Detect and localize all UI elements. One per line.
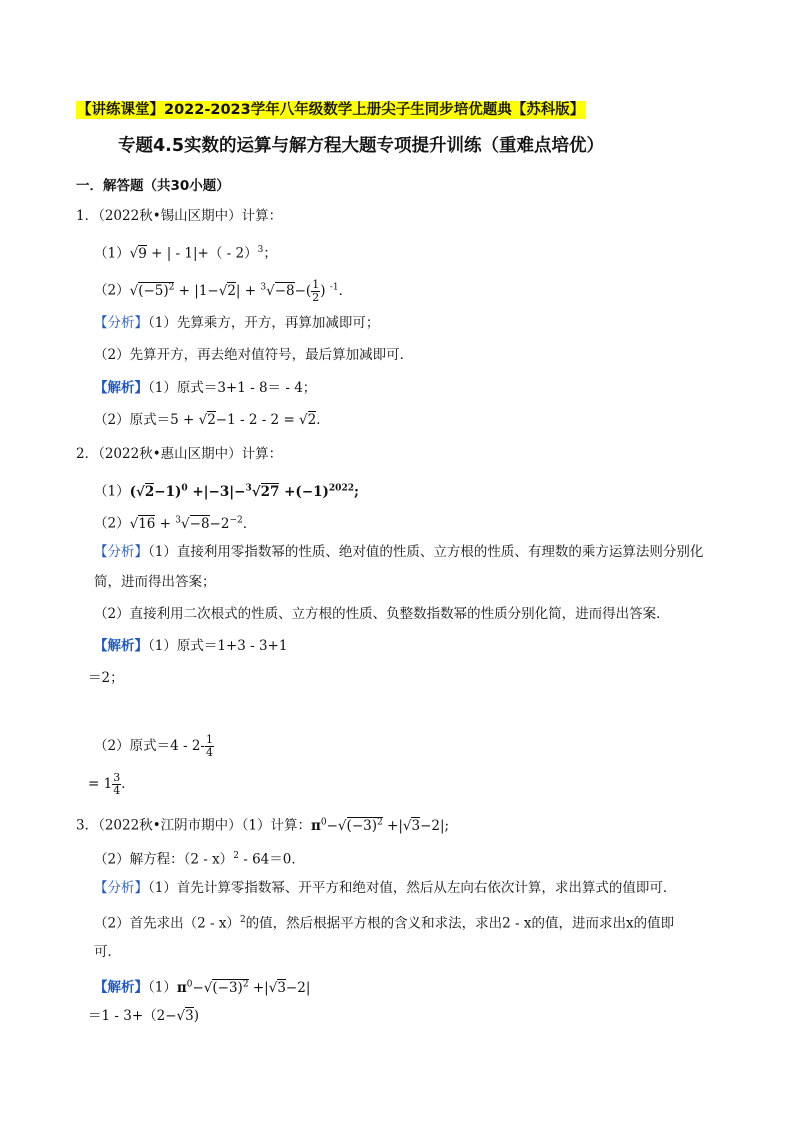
banner-line xyxy=(76,100,585,120)
section-heading: 一．解答题（共30小题） xyxy=(76,178,230,194)
q3-stem xyxy=(76,812,449,836)
q2-analysis-1b: 简，进而得出答案； xyxy=(94,574,216,590)
q2-analysis-tag: 【分析】 xyxy=(94,544,148,560)
page-title: 专题4.5实数的运算与解方程大题专项提升训练（重难点培优） xyxy=(118,136,604,156)
q1-solution2-pre: （2）原式＝5 + xyxy=(94,412,199,428)
q3-solution-tag: 【解析】 xyxy=(94,979,148,996)
q1-stem: 1．（2022秋•锡山区期中）计算： xyxy=(76,208,283,224)
q3-analysis-2b: 可． xyxy=(94,944,121,960)
q1-solution-2 xyxy=(94,410,330,430)
q1-part2 xyxy=(94,277,352,304)
q2-solution2b-end: ． xyxy=(121,776,135,792)
q3-part1-expr: $\pi^0-√(-3)^2 +|√3-2|$; xyxy=(311,817,450,834)
q2-solution-2b xyxy=(88,772,135,797)
q2-solution2b-text: = 1 xyxy=(88,776,113,792)
q1-analysis-1 xyxy=(94,313,379,333)
q1-part1-end: ； xyxy=(263,245,277,262)
q2-solution1-text: （1）原式＝1+3 - 3+1 xyxy=(148,638,288,654)
q2-solution-1 xyxy=(94,636,287,656)
q2-part1-label: （1） xyxy=(94,483,130,500)
q1-solution2-mid: −1 - 2 - 2 = xyxy=(215,412,300,428)
q2-solution-1b: ＝2； xyxy=(88,670,124,686)
q3-solution1-expr: $\pi^0-√(-3)^2 +|√3-2|$ xyxy=(176,979,311,996)
q1-part2-expr: $√(-5)^2 + |1-√2| + ^3√-8-$( $\frac{1}{2}$ ) $^{-1}$． xyxy=(129,277,353,304)
q3-analysis-2 xyxy=(94,910,674,934)
q1-solution-tag: 【解析】 xyxy=(94,380,148,396)
q3-analysis2a-rest: 的值，然后根据平方根的含义和求法，求出2 - x的值，进而求出x的值即 xyxy=(245,915,675,932)
q2-stem: 2．（2022秋•惠山区期中）计算： xyxy=(76,446,283,462)
q2-solution-2 xyxy=(94,734,214,759)
q2-analysis-1 xyxy=(94,542,703,562)
q3-solution-1b xyxy=(88,1006,199,1026)
q1-solution1-text: （1）原式＝3+1 - 8＝ - 4； xyxy=(148,380,317,396)
q3-part2 xyxy=(94,846,305,870)
q2-solution2-pre: （2）原式＝4 - 2- xyxy=(94,738,205,754)
q1-part1-label: （1） xyxy=(94,245,130,262)
q1-solution2-sqrt2: √2 xyxy=(299,412,317,428)
q3-analysis2a-exp: 2 xyxy=(239,915,246,925)
q1-part1 xyxy=(94,240,277,264)
q2-part2-label: （2） xyxy=(94,515,130,532)
q3-analysis1-text: （1）首先计算零指数幂、开平方和绝对值，然后从左向右依次计算，求出算式的值即可． xyxy=(148,880,677,896)
q1-analysis-2: （2）先算开方，再去绝对值符号，最后算加减即可． xyxy=(94,347,414,363)
q3-solution1b-text: ＝1 - 3+（2− xyxy=(88,1008,177,1024)
q3-solution-1 xyxy=(94,974,310,998)
q3-stem-text: 3．（2022秋•江阴市期中）（1）计算： xyxy=(76,817,311,834)
q2-part1-expr: $(√2-1)^0 +|-3|-^3√27 +(-1)^{2022}$; xyxy=(129,483,359,500)
q3-analysis2a-text: （2）首先求出（2 - x） xyxy=(94,915,240,932)
q2-part1 xyxy=(94,478,359,502)
q1-part2-label: （2） xyxy=(94,282,130,299)
q1-analysis1-text: （1）先算乘方，开方，再算加减即可； xyxy=(148,315,380,331)
q2-solution-tag: 【解析】 xyxy=(94,638,148,654)
q2-part2-expr: $√16 + ^3√-8-2^{-2}$． xyxy=(129,515,257,532)
q2-part2 xyxy=(94,510,256,534)
q3-solution1-pre: （1） xyxy=(148,979,177,996)
q3-part2-end: - 64＝0． xyxy=(238,851,305,868)
q1-analysis-tag: 【分析】 xyxy=(94,315,148,331)
banner-highlight: 【讲练课堂】2022-2023学年八年级数学上册尖子生同步培优题典【苏科版】 xyxy=(77,102,585,118)
q2-solution2-frac: $\frac{1}{4}$ xyxy=(205,733,213,759)
q1-part1-sqrt: √9 xyxy=(129,245,147,262)
q3-part2-exp: 2 xyxy=(233,851,239,861)
q2-solution2b-frac: $\frac{3}{4}$ xyxy=(113,771,121,797)
q1-part1-text: + | - 1|+（ - 2） xyxy=(146,245,258,262)
q3-analysis-tag: 【分析】 xyxy=(94,880,148,896)
q1-solution2-end: ． xyxy=(316,412,330,428)
q1-solution2-sqrt1: √2 xyxy=(198,412,216,428)
q3-analysis-1 xyxy=(94,878,676,898)
q1-part1-exp: 3 xyxy=(257,245,264,255)
q3-part2-text: （2）解方程：（2 - x） xyxy=(94,851,234,868)
q1-solution-1 xyxy=(94,378,316,398)
q3-solution1b-sqrt: √3) xyxy=(176,1008,200,1024)
q2-analysis-2: （2）直接利用二次根式的性质、立方根的性质、负整数指数幂的性质分别化简，进而得出答案． xyxy=(94,606,670,622)
q2-analysis1a-text: （1）直接利用零指数幂的性质、绝对值的性质、立方根的性质、有理数的乘方运算法则分别化 xyxy=(148,544,704,560)
